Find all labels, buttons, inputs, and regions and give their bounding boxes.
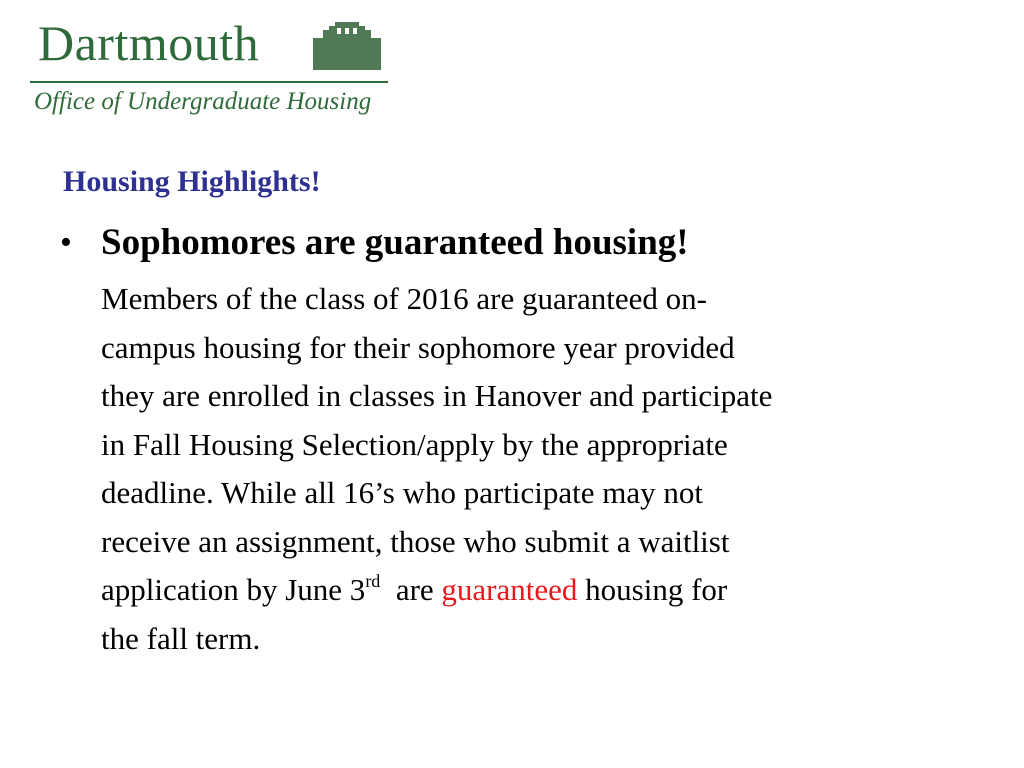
logo-wordmark: Dartmouth [38, 15, 260, 71]
body-line: Members of the class of 2016 are guaranteed on- [101, 281, 707, 316]
housing-for-text: housing for [577, 572, 728, 607]
date-ordinal-suffix: rd [365, 571, 381, 591]
slide-heading: Housing Highlights! [63, 165, 321, 198]
bullet-marker: • [60, 224, 72, 261]
guaranteed-highlight: guaranteed [441, 572, 578, 607]
connector-text: are [380, 572, 442, 607]
logo-divider [30, 81, 388, 83]
body-line: campus housing for their sophomore year provided [101, 329, 735, 365]
body-line-deadline [101, 566, 981, 615]
body-line: they are enrolled in classes in Hanover and participate [101, 378, 773, 413]
logo-subtitle: Office of Undergraduate Housing [34, 88, 372, 115]
bullet-body [101, 275, 981, 663]
bullet-title: Sophomores are guaranteed housing! [101, 222, 689, 263]
body-line: the fall term. [101, 620, 261, 656]
dartmouth-housing-logo [30, 8, 390, 128]
deadline-text: application by June 3 [101, 572, 366, 607]
building-icon [313, 22, 381, 70]
body-line: deadline. While all 16’s who participate may not [101, 475, 704, 510]
body-line: receive an assignment, those who submit a waitlist [101, 523, 730, 559]
body-line: in Fall Housing Selection/apply by the appropriate [101, 426, 728, 462]
